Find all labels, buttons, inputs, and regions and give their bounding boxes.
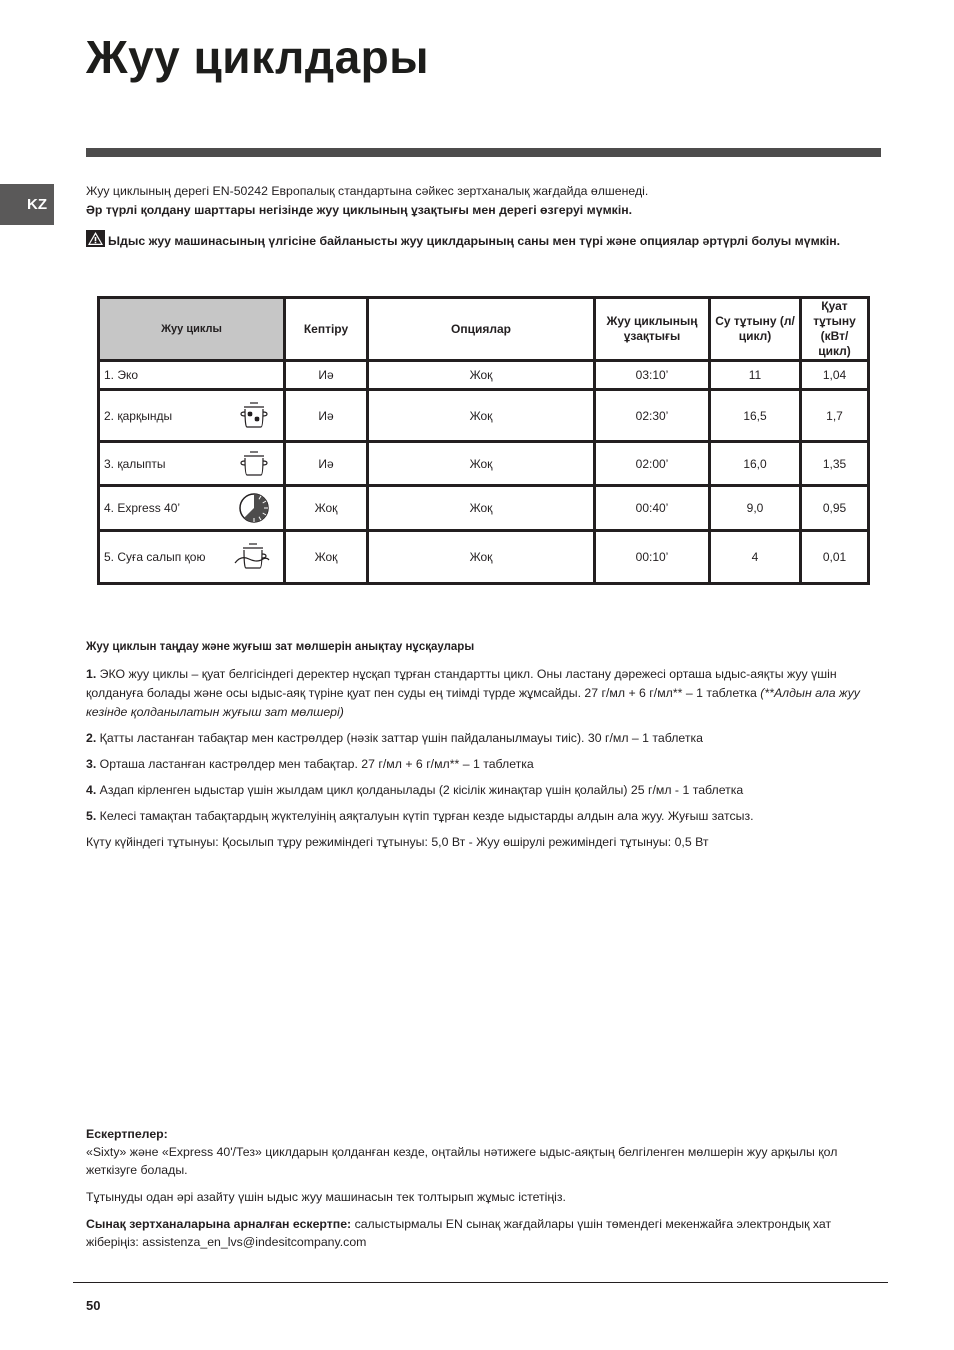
item-number: 5.: [86, 809, 97, 823]
options-value: Жоқ: [368, 361, 595, 390]
drying-value: Жоқ: [285, 486, 368, 531]
cycle-name-cell: [99, 531, 285, 584]
item-number: 1.: [86, 667, 97, 681]
cycle-name: 3. қалыпты: [104, 456, 166, 471]
instructions-section: [86, 638, 882, 859]
soak-pot-icon: [233, 541, 271, 573]
instruction-item: [86, 781, 882, 800]
drying-value: Иә: [285, 442, 368, 486]
instruction-item: [86, 755, 882, 774]
cycle-name: 5. Суға салып қою: [104, 550, 206, 564]
drying-value: Иә: [285, 390, 368, 442]
item-text: Орташа ластанған кастрөлдер мен табақтар. 27 г/мл + 6 г/мл** – 1 таблетка: [96, 757, 534, 771]
energy-value: 1,04: [801, 361, 869, 390]
header-cycle: Жуу циклы: [99, 298, 285, 361]
item-text: Келесі тамақтан табақтардың жүктелуінің аяқталуын күтіп тұрған кезде ыдыстарды алдын ала жуу. Жуғыш затсыз.: [96, 809, 754, 823]
drying-value: Жоқ: [285, 531, 368, 584]
table-row: [99, 442, 869, 486]
energy-value: 1,7: [801, 390, 869, 442]
cycle-name: 2. қарқынды: [104, 408, 173, 423]
notes-section: [86, 1125, 882, 1260]
header-water: Су тұтыну (л/цикл): [710, 298, 801, 361]
intensive-pot-icon: [237, 400, 271, 432]
table-row: [99, 390, 869, 442]
instruction-item: [86, 807, 882, 826]
options-value: Жоқ: [368, 531, 595, 584]
duration-value: 02:00’: [595, 442, 710, 486]
warning-note: [86, 230, 882, 251]
options-value: Жоқ: [368, 486, 595, 531]
item-text: Қатты ластанған табақтар мен кастрөлдер (нәзік заттар үшін пайдаланылмауы тиіс). 30 г/мл – 1 таблетка: [96, 731, 703, 745]
energy-value: 0,95: [801, 486, 869, 531]
wash-cycles-table: [97, 296, 870, 585]
notes-heading: Ескертпелер:: [86, 1127, 168, 1141]
cycle-name-cell: [99, 486, 285, 531]
water-value: 11: [710, 361, 801, 390]
lab-note: [86, 1215, 882, 1251]
item-number: 4.: [86, 783, 97, 797]
warning-text: Ыдыс жуу машинасының үлгісіне байланысты жуу циклдарының саны мен түрі және опциялар әртүрлі болуы мүмкін.: [108, 234, 841, 248]
options-value: Жоқ: [368, 442, 595, 486]
cycle-name: 4. Express 40’: [104, 501, 181, 515]
intro-line-1: Жуу циклының дерегі EN-50242 Европалық стандартына сәйкес зертханалық жағдайда өлшенеді.: [86, 184, 649, 198]
water-value: 4: [710, 531, 801, 584]
header-options: Опциялар: [368, 298, 595, 361]
table-row: [99, 361, 869, 390]
duration-value: 02:30’: [595, 390, 710, 442]
header-duration: Жуу циклының ұзақтығы: [595, 298, 710, 361]
item-number: 3.: [86, 757, 97, 771]
title-divider: [86, 148, 881, 157]
instructions-heading: Жуу циклын таңдау және жуғыш зат мөлшерін анықтау нұсқаулары: [86, 641, 475, 653]
cycle-name: 1. Эко: [99, 361, 285, 390]
warning-triangle-icon: [86, 230, 105, 247]
language-tab: KZ: [0, 184, 54, 225]
item-footnote: (**Алдын ала жуу кезінде қолданылатын жуғыш зат мөлшері): [86, 686, 860, 719]
water-value: 16,0: [710, 442, 801, 486]
energy-value: 1,35: [801, 442, 869, 486]
water-value: 9,0: [710, 486, 801, 531]
item-number: 2.: [86, 731, 97, 745]
cycle-name-cell: [99, 390, 285, 442]
header-energy: Қуат тұтыну (кВт/цикл): [801, 298, 869, 361]
duration-value: 03:10’: [595, 361, 710, 390]
cycle-name-cell: [99, 442, 285, 486]
footer-divider: [73, 1282, 888, 1283]
duration-value: 00:40’: [595, 486, 710, 531]
page-number: 50: [86, 1298, 101, 1313]
instruction-item: [86, 729, 882, 748]
note-2: Тұтынуды одан әрі азайту үшін ыдыс жуу машинасын тек толтырып жұмыс істетіңіз.: [86, 1190, 566, 1204]
water-value: 16,5: [710, 390, 801, 442]
header-drying: Кептіру: [285, 298, 368, 361]
table-row: [99, 486, 869, 531]
page-title: Жуу циклдары: [86, 31, 430, 83]
instruction-item: [86, 665, 882, 722]
lab-note-label: Сынақ зертханаларына арналған ескертпе:: [86, 1217, 352, 1231]
energy-value: 0,01: [801, 531, 869, 584]
options-value: Жоқ: [368, 390, 595, 442]
normal-pot-icon: [237, 448, 271, 480]
intro-section: [86, 182, 882, 220]
note-1: «Sixty» және «Express 40'/Тез» циклдарын қолданған кезде, оңтайлы нәтижеге ыдыс-аяқтың белгіленген мөлшерін жуу арқылы қол жеткізуге болады.: [86, 1145, 838, 1177]
express-clock-icon: [237, 492, 271, 524]
lab-note-text: салыстырмалы EN сынақ жағдайлары үшін төмендегі мекенжайға электрондық хат жіберіңіз: assistenza_en_lvs@indesitcompany.com: [86, 1217, 832, 1249]
intro-line-2: Әр түрлі қолдану шарттары негізінде жуу циклының ұзақтығы мен дерегі өзгеруі мүмкін.: [86, 203, 633, 217]
item-text: ЭКО жуу циклы – қуат белгісіндегі деректер нұсқап тұрған стандартты цикл. Оны ластану дәрежесі орташа ыдыс-аяқты жуу үшін қолдануға болады және осы ыдыс-аяқ түріне қуат пен суды ең тиімді түрде жұмсайды. 27 г/мл + 6 г/мл** – 1 таблетка: [86, 667, 837, 700]
standby-consumption: Күту күйіндегі тұтынуы: Қосылып тұру режиміндегі тұтынуы: 5,0 Вт - Жуу өшірулі режиміндегі тұтынуы: 0,5 Вт: [86, 835, 709, 849]
drying-value: Иә: [285, 361, 368, 390]
duration-value: 00:10’: [595, 531, 710, 584]
item-text: Аздап кірленген ыдыстар үшін жылдам цикл қолданылады (2 кісілік жинақтар үшін қолайлы) 25 г/мл - 1 таблетка: [96, 783, 744, 797]
table-row: [99, 531, 869, 584]
